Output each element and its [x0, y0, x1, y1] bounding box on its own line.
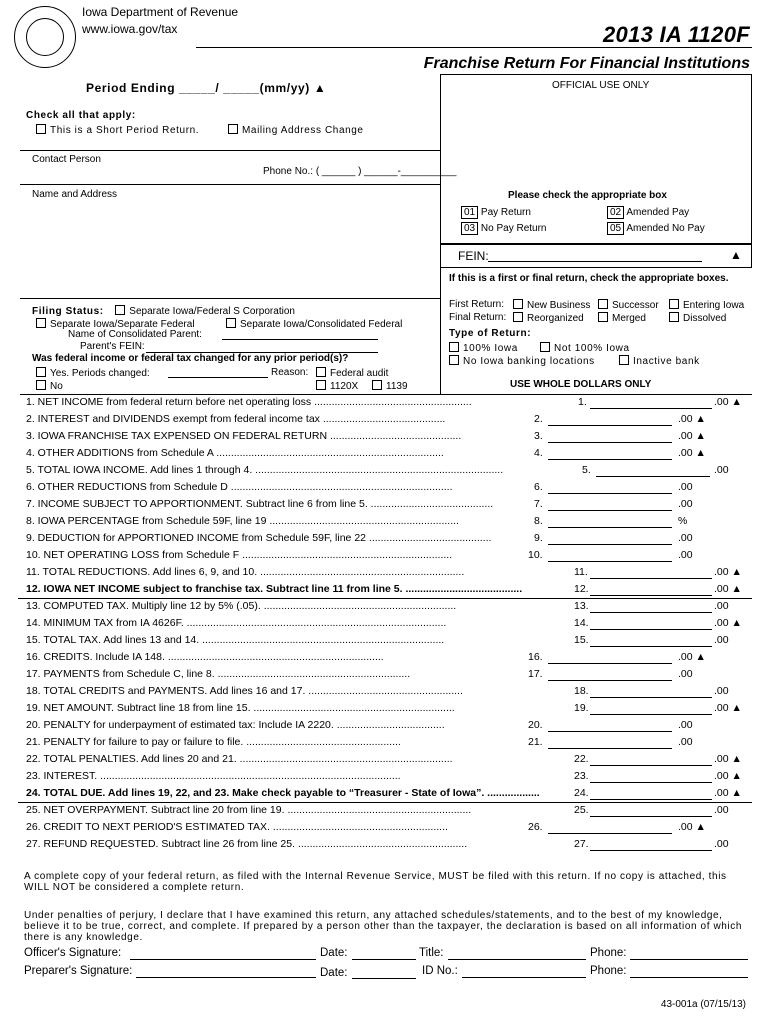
first-new-business[interactable]: New Business [513, 299, 590, 311]
line-17-suffix: .00 [678, 668, 693, 680]
line-17-amount-input[interactable] [548, 680, 672, 681]
line-3-number: 3. [534, 430, 543, 442]
line-12-amount-input[interactable] [590, 595, 712, 596]
line-14-amount-input[interactable] [590, 629, 712, 630]
reason-label: Reason: [271, 367, 309, 378]
line-24-amount-input[interactable] [590, 799, 712, 800]
line-2-amount-input[interactable] [548, 425, 672, 426]
prior-period-yes[interactable]: Yes. Periods changed: [36, 367, 150, 379]
reason-1120x[interactable]: 1120X [316, 380, 358, 392]
line-22-suffix: .00 ▲ [714, 753, 742, 765]
line-4-label: 4. OTHER ADDITIONS from Schedule A .............................................................................. [26, 447, 444, 459]
officer-title-input[interactable] [448, 959, 586, 960]
officer-title-label: Title: [419, 947, 444, 959]
checkbox[interactable] [36, 318, 46, 328]
final-dissolved[interactable]: Dissolved [669, 312, 726, 324]
line-12-underline [18, 598, 752, 599]
line-23-number: 23. [574, 770, 589, 782]
checkbox[interactable] [669, 312, 679, 322]
line-24-number: 24. [574, 787, 589, 799]
official-use-label: OFFICIAL USE ONLY [552, 80, 650, 91]
line-21-number: 21. [528, 736, 543, 748]
form-title: Franchise Return For Financial Institutions [423, 55, 750, 72]
line-5-number: 5. [582, 464, 591, 476]
contact-top-rule [20, 150, 440, 151]
preparer-id-input[interactable] [462, 977, 586, 978]
complete-copy-notice: A complete copy of your federal return, as filed with the Internal Revenue Service, MUST be filed with this return. If no copy is attached, this WILL NOT be considered a complete return. [24, 871, 727, 893]
line-24-underline [18, 802, 752, 803]
filing-top-rule [20, 298, 440, 299]
line-18-label: 18. TOTAL CREDITS and PAYMENTS. Add lines 16 and 17. ..................................................... [26, 685, 463, 697]
whole-dollars-note: USE WHOLE DOLLARS ONLY [510, 379, 652, 390]
line-9-suffix: .00 [678, 532, 693, 544]
line-16-amount-input[interactable] [548, 663, 672, 664]
line-23-label: 23. INTEREST. ....................................................................................................... [26, 770, 401, 782]
filing-separate-federal[interactable]: Separate Iowa/Separate Federal [36, 318, 195, 330]
seal-inner-ring [26, 18, 64, 56]
reason-federal-audit[interactable]: Federal audit [316, 367, 388, 379]
line-25-amount-input[interactable] [590, 816, 712, 817]
prior-period-no[interactable]: No [36, 380, 63, 392]
form-code: 43-001a (07/15/13) [660, 999, 746, 1010]
line-6-suffix: .00 [678, 481, 693, 493]
checkbox[interactable] [540, 342, 550, 352]
line-8-amount-input[interactable] [548, 527, 672, 528]
line-10-amount-input[interactable] [548, 561, 672, 562]
option-amended-no-pay[interactable]: 05 Amended No Pay [607, 223, 705, 234]
line-8-suffix: % [678, 515, 688, 527]
period-ending[interactable]: Period Ending _____/ _____(mm/yy) ▲ [86, 81, 327, 95]
line-14-suffix: .00 ▲ [714, 617, 742, 629]
line-9-amount-input[interactable] [548, 544, 672, 545]
line-19-number: 19. [574, 702, 589, 714]
line-16-suffix: .00 ▲ [678, 651, 706, 663]
mailing-change-option[interactable]: Mailing Address Change [228, 124, 364, 136]
line-18-suffix: .00 [714, 685, 729, 697]
line-16-label: 16. CREDITS. Include IA 148. .......................................................................... [26, 651, 384, 663]
perjury-statement: Under penalties of perjury, I declare that I have examined this return, any attached schedules/statements, and to the best of my knowledge, believe it to be true, correct, and complete. If prepared by a person other than the taxpayer, the declaration is based on all information of which there is any knowledge. [24, 910, 743, 943]
line-3-suffix: .00 ▲ [678, 430, 706, 442]
checkbox[interactable] [598, 299, 608, 309]
checkbox[interactable] [619, 355, 629, 365]
agency-name: Iowa Department of Revenue [82, 5, 239, 19]
fein-label: FEIN: [458, 249, 489, 263]
filing-status-row: Filing Status: Separate Iowa/Federal S Corporation [32, 306, 295, 317]
line-13-label: 13. COMPUTED TAX. Multiply line 12 by 5% (.05). .................................................................. [26, 600, 457, 612]
officer-phone-label: Phone: [590, 947, 627, 959]
line-1-suffix: .00 ▲ [714, 396, 742, 408]
line-22-amount-input[interactable] [590, 765, 712, 766]
phone-field[interactable]: Phone No.: ( ______ ) ______-__________ [263, 166, 457, 177]
name-address-label: Name and Address [32, 189, 118, 200]
type-not-100-iowa[interactable]: Not 100% Iowa [540, 342, 630, 354]
type-no-iowa-banking[interactable]: No Iowa banking locations [449, 355, 595, 367]
line-13-amount-input[interactable] [590, 612, 712, 613]
line-27-label: 27. REFUND REQUESTED. Subtract line 26 from line 25. .......................................................... [26, 838, 468, 850]
line-15-number: 15. [574, 634, 589, 646]
checkbox[interactable] [226, 318, 236, 328]
checkbox[interactable] [36, 367, 46, 377]
arrow-icon: ▲ [313, 81, 327, 95]
agency-website[interactable]: www.iowa.gov/tax [82, 22, 178, 36]
preparer-sig-input[interactable] [136, 977, 316, 978]
fein-arrow-icon: ▲ [730, 248, 742, 262]
line-1-number: 1. [578, 396, 587, 408]
line-12-suffix: .00 ▲ [714, 583, 742, 595]
preparer-phone-label: Phone: [590, 965, 627, 977]
type-of-return-label: Type of Return: [449, 328, 532, 339]
line-16-number: 16. [528, 651, 543, 663]
line-26-amount-input[interactable] [548, 833, 672, 834]
check-all-label: Check all that apply: [26, 110, 136, 121]
final-reorganized[interactable]: Reorganized [513, 312, 584, 324]
line-11-amount-input[interactable] [590, 578, 712, 579]
preparer-date-input[interactable] [352, 978, 416, 979]
first-entering-iowa[interactable]: Entering Iowa [669, 299, 744, 311]
line-26-number: 26. [528, 821, 543, 833]
line-8-number: 8. [534, 515, 543, 527]
line-18-number: 18. [574, 685, 589, 697]
line-4-suffix: .00 ▲ [678, 447, 706, 459]
line-1-label: 1. NET INCOME from federal return before net operating loss ...................................................... [26, 396, 472, 408]
line-26-suffix: .00 ▲ [678, 821, 706, 833]
line-19-suffix: .00 ▲ [714, 702, 742, 714]
line-27-suffix: .00 [714, 838, 729, 850]
checkbox[interactable] [36, 380, 46, 390]
periods-changed-input[interactable] [168, 377, 268, 378]
line-10-label: 10. NET OPERATING LOSS from Schedule F ........................................................................ [26, 549, 453, 561]
checkbox[interactable] [316, 380, 326, 390]
official-use-box [440, 74, 752, 244]
line-22-number: 22. [574, 753, 589, 765]
line-13-suffix: .00 [714, 600, 729, 612]
checkbox[interactable] [449, 355, 459, 365]
line-14-label: 14. MINIMUM TAX from IA 4626F. ......................................................................................... [26, 617, 447, 629]
final-return-label: Final Return: [449, 312, 507, 323]
line-24-suffix: .00 ▲ [714, 787, 742, 799]
line-18-amount-input[interactable] [590, 697, 712, 698]
option-amended-pay[interactable]: 02 Amended Pay [607, 207, 689, 218]
short-period-option[interactable]: This is a Short Period Return. [36, 124, 199, 136]
contact-bottom-rule [20, 184, 440, 185]
filing-divider [440, 268, 441, 394]
line-7-amount-input[interactable] [548, 510, 672, 511]
line-20-number: 20. [528, 719, 543, 731]
line-27-number: 27. [574, 838, 589, 850]
line-24-label: 24. TOTAL DUE. Add lines 19, 22, and 23. Make check payable to “Treasurer - State of Iowa”. .................. [26, 787, 540, 799]
line-25-number: 25. [574, 804, 589, 816]
final-merged[interactable]: Merged [598, 312, 646, 324]
line-1-amount-input[interactable] [590, 408, 712, 409]
line-9-label: 9. DEDUCTION for APPORTIONED INCOME from Schedule 59F, line 22 .......................................... [26, 532, 492, 544]
parent-fein-label: Parent's FEIN: [80, 341, 145, 352]
officer-sig-label: Officer's Signature: [24, 947, 122, 959]
prior-period-question: Was federal income or federal tax changed for any prior period(s)? [32, 353, 349, 364]
line-2-label: 2. INTEREST and DIVIDENDS exempt from federal income tax .......................................... [26, 413, 446, 425]
line-7-suffix: .00 [678, 498, 693, 510]
line-25-suffix: .00 [714, 804, 729, 816]
first-final-instruction: If this is a first or final return, check the appropriate boxes. [449, 273, 729, 284]
line-12-number: 12. [574, 583, 589, 595]
line-27-amount-input[interactable] [590, 850, 712, 851]
line-10-number: 10. [528, 549, 543, 561]
line-15-label: 15. TOTAL TAX. Add lines 13 and 14. ................................................................................... [26, 634, 445, 646]
line-10-suffix: .00 [678, 549, 693, 561]
line-21-suffix: .00 [678, 736, 693, 748]
consolidated-parent-label: Name of Consolidated Parent: [68, 329, 202, 340]
line-7-number: 7. [534, 498, 543, 510]
type-inactive-bank[interactable]: Inactive bank [619, 355, 700, 367]
line-6-number: 6. [534, 481, 543, 493]
line-23-amount-input[interactable] [590, 782, 712, 783]
line-23-suffix: .00 ▲ [714, 770, 742, 782]
preparer-sig-label: Preparer's Signature: [24, 965, 133, 977]
line-7-label: 7. INCOME SUBJECT TO APPORTIONMENT. Subtract line 6 from line 5. .......................................... [26, 498, 494, 510]
line-12-label: 12. IOWA NET INCOME subject to franchise tax. Subtract line 11 from line 5. ........................................ [26, 583, 523, 595]
line-3-amount-input[interactable] [548, 442, 672, 443]
preparer-phone-input[interactable] [630, 977, 748, 978]
line-8-label: 8. IOWA PERCENTAGE from Schedule 59F, line 19 ................................................................. [26, 515, 459, 527]
filing-s-corp-checkbox[interactable] [115, 305, 125, 315]
line-6-label: 6. OTHER REDUCTIONS from Schedule D ............................................................................ [26, 481, 453, 493]
consolidated-parent-input[interactable] [222, 339, 378, 340]
line-5-suffix: .00 [714, 464, 729, 476]
line-21-label: 21. PENALTY for failure to pay or failure to file. ..................................................... [26, 736, 401, 748]
line-6-amount-input[interactable] [548, 493, 672, 494]
line-13-number: 13. [574, 600, 589, 612]
checkbox[interactable] [513, 312, 523, 322]
line-15-amount-input[interactable] [590, 646, 712, 647]
line-5-amount-input[interactable] [596, 476, 710, 477]
fein-input[interactable] [488, 261, 702, 262]
line-4-number: 4. [534, 447, 543, 459]
preparer-id-label: ID No.: [422, 965, 458, 977]
preparer-date-label: Date: [320, 967, 348, 979]
line-25-label: 25. NET OVERPAYMENT. Subtract line 20 from line 19. ............................................................... [26, 804, 472, 816]
line-20-label: 20. PENALTY for underpayment of estimated tax: Include IA 2220. ..................................... [26, 719, 445, 731]
officer-date-input[interactable] [352, 959, 416, 960]
short-period-checkbox[interactable] [36, 124, 46, 134]
line-9-number: 9. [534, 532, 543, 544]
line-2-number: 2. [534, 413, 543, 425]
option-pay-return[interactable]: 01 Pay Return [461, 207, 531, 218]
line-21-amount-input[interactable] [548, 748, 672, 749]
line-17-label: 17. PAYMENTS from Schedule C, line 8. .................................................................. [26, 668, 411, 680]
lines-top-rule [20, 394, 752, 395]
checkbox[interactable] [372, 380, 382, 390]
line-22-label: 22. TOTAL PENALTIES. Add lines 20 and 21. ......................................................................... [26, 753, 453, 765]
checkbox[interactable] [513, 299, 523, 309]
line-19-label: 19. NET AMOUNT. Subtract line 18 from line 15. ..................................................................... [26, 702, 455, 714]
first-return-label: First Return: [449, 299, 505, 310]
checkbox[interactable] [449, 342, 459, 352]
checkbox[interactable] [316, 367, 326, 377]
type-100-iowa[interactable]: 100% Iowa [449, 342, 518, 354]
filing-consolidated-federal[interactable]: Separate Iowa/Consolidated Federal [226, 318, 402, 330]
line-19-amount-input[interactable] [590, 714, 712, 715]
line-20-suffix: .00 [678, 719, 693, 731]
checkbox[interactable] [598, 312, 608, 322]
officer-phone-input[interactable] [630, 959, 748, 960]
officer-sig-input[interactable] [130, 959, 316, 960]
option-no-pay-return[interactable]: 03 No Pay Return [461, 223, 547, 234]
reason-1139[interactable]: 1139 [372, 380, 408, 392]
mailing-change-checkbox[interactable] [228, 124, 238, 134]
check-box-title: Please check the appropriate box [508, 190, 667, 201]
line-14-number: 14. [574, 617, 589, 629]
line-26-label: 26. CREDIT TO NEXT PERIOD'S ESTIMATED TAX. ............................................................ [26, 821, 448, 833]
officer-date-label: Date: [320, 947, 348, 959]
line-11-suffix: .00 ▲ [714, 566, 742, 578]
line-17-number: 17. [528, 668, 543, 680]
line-3-label: 3. IOWA FRANCHISE TAX EXPENSED ON FEDERAL RETURN ............................................. [26, 430, 462, 442]
line-20-amount-input[interactable] [548, 731, 672, 732]
line-4-amount-input[interactable] [548, 459, 672, 460]
first-successor[interactable]: Successor [598, 299, 659, 311]
line-11-label: 11. TOTAL REDUCTIONS. Add lines 6, 9, and 10. ...................................................................... [26, 566, 465, 578]
contact-person-label: Contact Person [32, 154, 101, 165]
line-5-label: 5. TOTAL IOWA INCOME. Add lines 1 through 4. ..................................................................................... [26, 464, 504, 476]
line-11-number: 11. [574, 566, 588, 578]
line-15-suffix: .00 [714, 634, 729, 646]
checkbox[interactable] [669, 299, 679, 309]
form-number: 2013 IA 1120F [603, 22, 750, 47]
line-2-suffix: .00 ▲ [678, 413, 706, 425]
